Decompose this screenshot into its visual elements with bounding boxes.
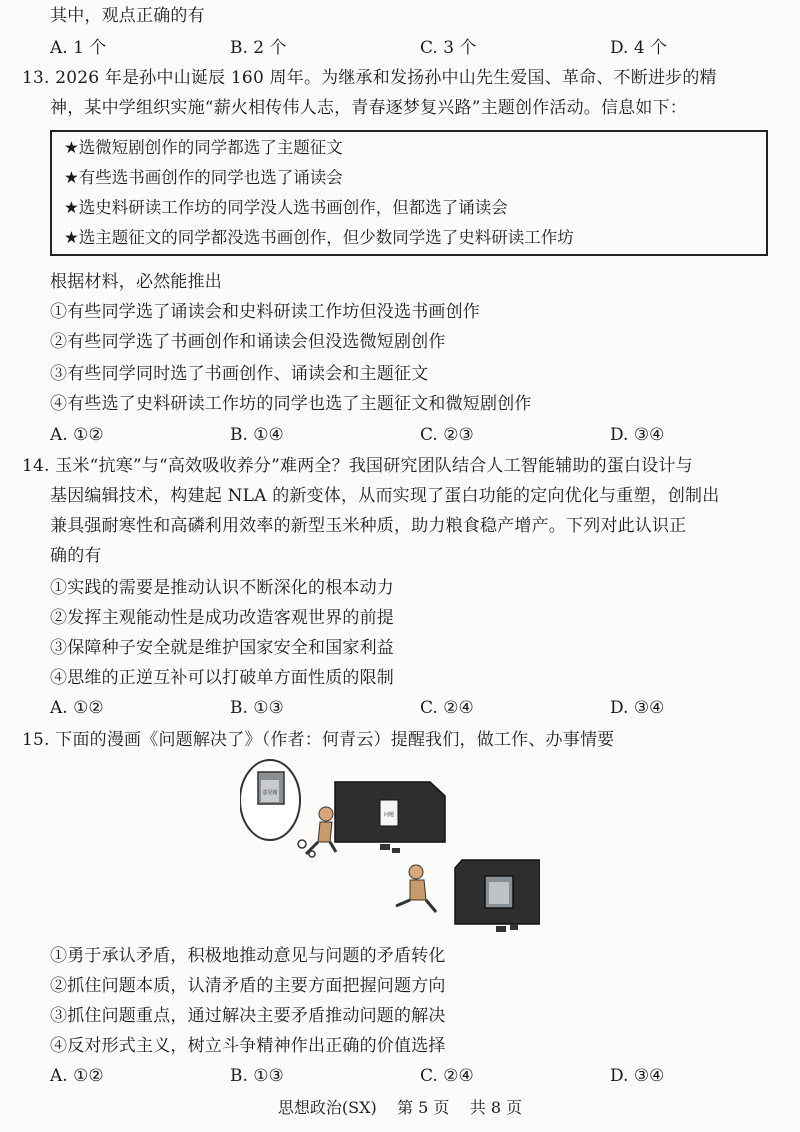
info-item: ★选史料研读工作坊的同学没人选书画创作，但都选了诵读会 (64, 198, 508, 217)
option-a: A. ①② (50, 698, 104, 718)
person-2-head (409, 865, 423, 879)
q14-statement-4: ④思维的正逆互补可以打破单方面性质的限制 (50, 668, 394, 688)
q13-statement-2: ②有些同学选了书画创作和诵读会但没选微短剧创作 (50, 332, 446, 352)
option-c: C. ②④ (420, 1066, 474, 1086)
option-c: C. ②④ (420, 698, 474, 718)
suggestion-box-label: 意见箱 (262, 790, 278, 796)
q13-stem-line-2: 神，某中学组织实施“薪火相传伟人志，青春逐梦复兴路”主题创作活动。信息如下： (50, 98, 687, 118)
cartoon-illustration (240, 756, 540, 936)
person-1-body (318, 822, 332, 842)
options-row-q15 (50, 1062, 770, 1090)
info-item: ★有些选书画创作的同学也选了诵读会 (64, 168, 343, 187)
option-c: C. 3 个 (420, 38, 477, 58)
info-item: ★选微短剧创作的同学都选了主题征文 (64, 138, 343, 157)
person-2-body (410, 880, 426, 900)
q14-stem-line-3: 兼具强耐寒性和高磷利用效率的新型玉米种质，助力粮食稳产增产。下列对此认识正 (50, 516, 687, 536)
q14-statement-3: ③保障种子安全就是维护国家安全和国家利益 (50, 638, 394, 658)
info-item: ★选主题征文的同学都没选书画创作，但少数同学选了史料研读工作坊 (64, 228, 574, 247)
option-d: D. ③④ (610, 1066, 665, 1086)
person-1-head (319, 807, 333, 821)
q14-stem-line-1: 14. 玉米“抗寒”与“高效吸收养分”难两全？我国研究团队结合人工智能辅助的蛋白设计与 (22, 456, 693, 476)
problem-sign-label: 问题 (383, 812, 395, 818)
option-b: B. 2 个 (230, 38, 287, 58)
q13-prompt: 根据材料，必然能推出 (50, 272, 222, 292)
q14-stem-line-4: 确的有 (50, 546, 102, 566)
footer-total-pages: 共 8 页 (469, 1098, 523, 1117)
q14-statement-2: ②发挥主观能动性是成功改造客观世界的前提 (50, 608, 394, 628)
options-row-q13 (50, 421, 770, 449)
footer-subject: 思想政治(SX) (277, 1098, 377, 1117)
option-a: A. ①② (50, 425, 104, 445)
q13-statement-3: ③有些同学同时选了书画创作、诵读会和主题征文 (50, 364, 429, 384)
option-a: A. ①② (50, 1066, 104, 1086)
q14-statement-1: ①实践的需要是推动认识不断深化的根本动力 (50, 578, 394, 598)
q13-statement-4: ④有些选了史料研读工作坊的同学也选了主题征文和微短剧创作 (50, 394, 532, 414)
q14-stem-line-2: 基因编辑技术，构建起 NLA 的新变体，从而实现了蛋白功能的定向优化与重塑，创制出 (50, 486, 720, 506)
option-d: D. ③④ (610, 425, 665, 445)
q13-statement-1: ①有些同学选了诵读会和史料研读工作坊但没选书画创作 (50, 302, 480, 322)
option-d: D. 4 个 (610, 38, 668, 58)
option-b: B. ①③ (230, 1066, 284, 1086)
option-b: B. ①④ (230, 425, 284, 445)
page-footer (0, 1096, 800, 1120)
q13-stem-line-1: 13. 2026 年是孙中山诞辰 160 周年。为继承和发扬孙中山先生爱国、革命、不断进步的精 (22, 68, 717, 88)
q15-statement-4: ④反对形式主义，树立斗争精神作出正确的价值选择 (50, 1036, 446, 1056)
question-tail: 其中，观点正确的有 (50, 6, 205, 26)
q15-statement-3: ③抓住问题重点，通过解决主要矛盾推动问题的解决 (50, 1006, 446, 1026)
q13-info-box (50, 130, 768, 256)
footer-page-number: 第 5 页 (397, 1098, 450, 1117)
option-a: A. 1 个 (50, 38, 107, 58)
q15-stem: 15. 下面的漫画《问题解决了》（作者：何青云）提醒我们，做工作、办事情要 (22, 730, 615, 750)
option-d: D. ③④ (610, 698, 665, 718)
q15-statement-1: ①勇于承认矛盾，积极地推动意见与问题的矛盾转化 (50, 946, 446, 966)
option-c: C. ②③ (420, 425, 474, 445)
q15-statement-2: ②抓住问题本质，认清矛盾的主要方面把握问题方向 (50, 976, 446, 996)
options-row-q12 (50, 34, 770, 62)
options-row-q14 (50, 694, 770, 722)
option-b: B. ①③ (230, 698, 284, 718)
